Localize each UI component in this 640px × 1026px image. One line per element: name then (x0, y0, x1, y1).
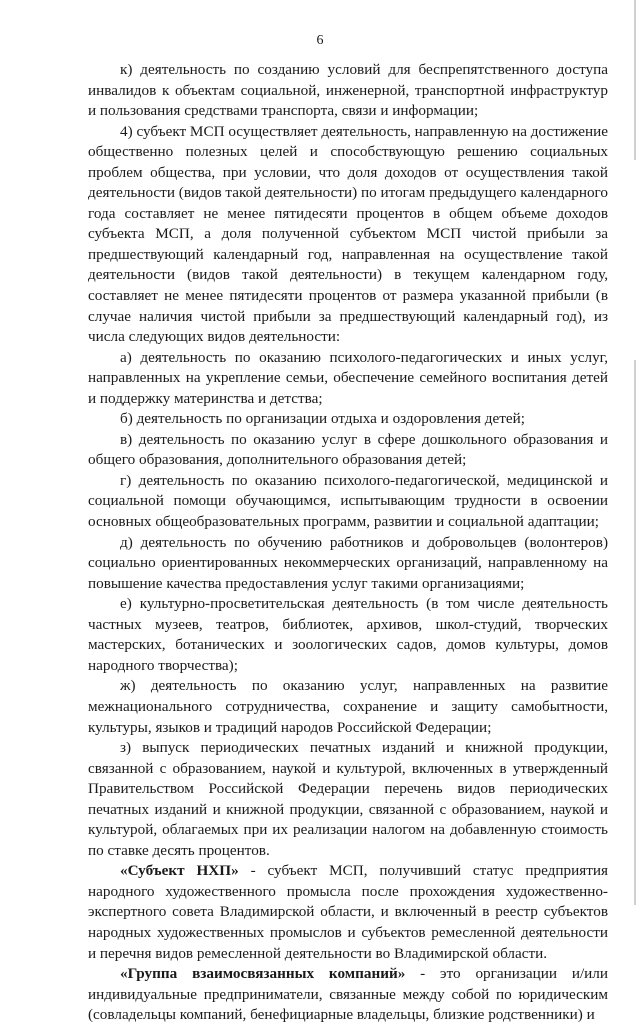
paragraph-item-v: в) деятельность по оказанию услуг в сфере дошкольного образования и общего образования, дополнительного образования детей; (88, 430, 608, 469)
definition-subject-nhp (88, 861, 608, 964)
paragraph-item-e: е) культурно-просветительская деятельность (в том числе деятельность частных музеев, театров, библиотек, архивов, школ-студий, творческих мастерских, ботанических и зоологических садов, домов культуры, домов народного творчества); (88, 595, 608, 674)
definition-text: - субъект МСП, получивший статус предприятия народного художественного промысла после прохождения художественно-экспертного совета Владимирской области, и включенный в реестр субъектов народных художественных промыслов и субъектов ремесленной деятельности и перечня видов ремесленной деятельности во Владимирской области. (88, 862, 608, 962)
paragraph-item-d: д) деятельность по обучению работников и добровольцев (волонтеров) социально ориентированных некоммерческих организаций, направленному на повышение качества предоставления услуг такими организациями; (88, 533, 608, 592)
document-body (88, 60, 608, 1026)
defined-term: «Группа взаимосвязанных компаний» (120, 965, 406, 983)
paragraph-item-zh: ж) деятельность по оказанию услуг, направленных на развитие межнационального сотрудничества, сохранение и защиту самобытности, культуры, языков и традиций народов Российской Федерации; (88, 677, 608, 736)
paragraph-item-4: 4) субъект МСП осуществляет деятельность, направленную на достижение общественно полезных целей и способствующую решению социальных проблем общества, при условии, что доля доходов от осуществления такой деятельности (видов такой деятельности) по итогам предыдущего календарного года составляет не менее пятидесяти процентов в общем объеме доходов субъекта МСП, а доля полученной субъектом МСП чистой прибыли за предшествующий календарный год, направленная на осуществление такой деятельности (видов такой деятельности) в текущем календарном году, составляет не менее пятидесяти процентов от размера указанной прибыли (в случае наличия чистой прибыли за предшествующий календарный год), из числа следующих видов деятельности: (88, 122, 608, 346)
paragraph-item-a: а) деятельность по оказанию психолого-педагогических и иных услуг, направленных на укрепление семьи, обеспечение семейного воспитания детей и поддержку материнства и детства; (88, 348, 608, 407)
paragraph-item-z: з) выпуск периодических печатных изданий и книжной продукции, связанной с образованием, наукой и культурой, включенных в утвержденный Правительством Российской Федерации перечень видов периодических печатных изданий и книжной продукции, связанной с образованием, наукой и культурой, облагаемых при их реализации налогом на добавленную стоимость по ставке десять процентов. (88, 739, 608, 859)
paragraph-item-b: б) деятельность по организации отдыха и оздоровления детей; (120, 410, 525, 428)
paragraph-item-k: к) деятельность по созданию условий для беспрепятственного доступа инвалидов к объектам социальной, инженерной, транспортной инфраструктур и пользования средствами транспорта, связи и информации; (88, 61, 608, 120)
scan-edge-mark (634, 360, 636, 905)
page-number: 6 (316, 33, 324, 48)
definition-related-companies (88, 964, 608, 1026)
paragraph-item-g: г) деятельность по оказанию психолого-педагогической, медицинской и социальной помощи обучающимся, испытывающим трудности в освоении основных общеобразовательных программ, развитии и социальной адаптации; (88, 471, 608, 531)
defined-term: «Субъект НХП» (120, 862, 239, 880)
scan-edge-mark (634, 0, 636, 160)
definition-text: - это организации и/или индивидуальные предприниматели, связанные между собой по юридическим (совладельцы компаний, бенефициарные владельцы, близкие родственники) и (88, 965, 609, 1024)
